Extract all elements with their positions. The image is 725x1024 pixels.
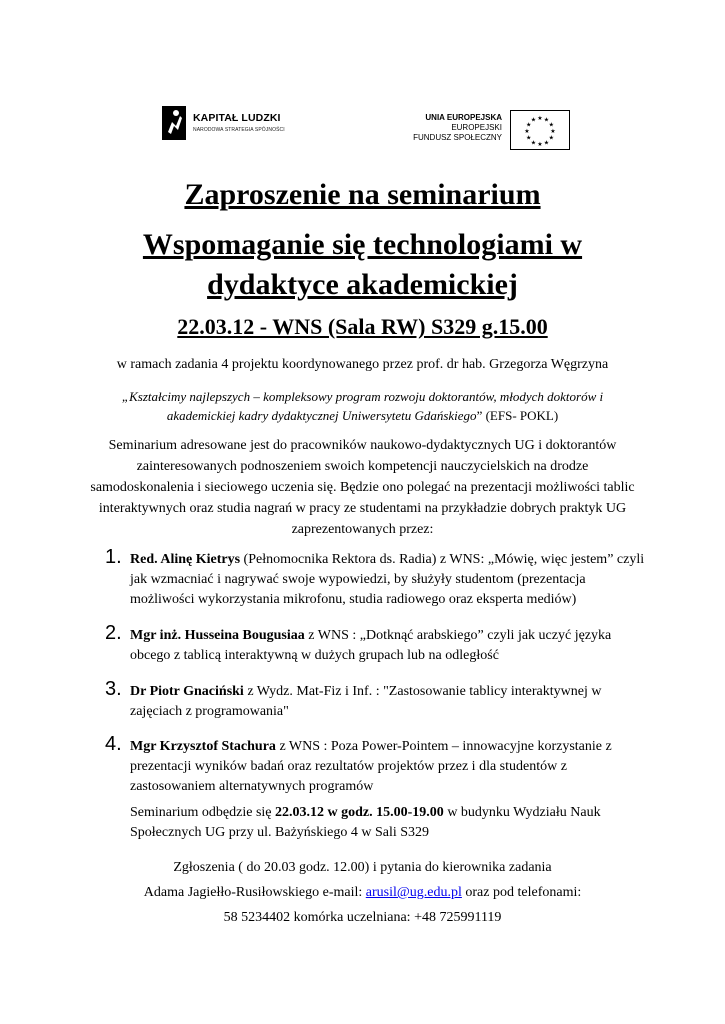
speaker-name: Dr Piotr Gnaciński <box>130 684 244 699</box>
speaker-number: 1. <box>105 546 122 568</box>
seminar-title-line2: dydaktyce akademickiej <box>207 268 518 301</box>
project-quote-name: „Kształcimy najlepszych – kompleksowy program rozwoju doktorantów, młodych doktorów i akademickiej kadry dydaktycznej Uniwersytetu Gdańskiego <box>121 389 604 423</box>
speaker-number: 3. <box>105 678 122 700</box>
eu-logo-line3: FUNDUSZ SPOŁECZNY <box>413 133 502 142</box>
contact-line2-pre: Adama Jagiełło-Rusiłowskiego e-mail: <box>143 885 366 900</box>
seminar-details <box>130 803 650 843</box>
project-intro: w ramach zadania 4 projektu koordynowanego przez prof. dr hab. Grzegorza Węgrzyna <box>116 357 609 372</box>
seminar-details-post: w budynku Wydziału Nauk Społecznych UG przy ul. Bażyńskiego 4 w Sali S329 <box>130 805 601 840</box>
speaker-number: 2. <box>105 622 122 644</box>
seminar-details-pre: Seminarium odbędzie się <box>130 805 276 820</box>
eu-logo-text <box>413 113 502 143</box>
project-quote-tail: ” (EFS- POKL) <box>476 408 559 423</box>
svg-text:★: ★ <box>543 116 550 124</box>
speaker-description: z Wydz. Mat-Fiz i Inf. : "Zastosowanie tablicy interaktywnej w zajęciach z programowania" <box>130 684 602 719</box>
seminar-details-time: 22.03.12 w godz. 15.00-19.00 <box>275 805 444 820</box>
svg-text:★: ★ <box>548 134 554 142</box>
speaker-name: Red. Alinę Kietrys <box>130 552 241 567</box>
seminar-description: Seminarium adresowane jest do pracowników naukowo-dydaktycznych UG i doktorantów zainteresowanych podnoszeniem swoich kompetencji nauczycielskich na drodze samodoskonalenia i sieciowego uczenia się. Będzie ono polegać na prezentacji możliwości tablic interaktywnych oraz studia nagrań w pracy ze studentami na przykładzie dobrych praktyk UG zaprezentowanych przez: <box>90 438 635 537</box>
svg-text:★: ★ <box>530 139 537 147</box>
speaker-text <box>130 737 645 797</box>
svg-text:★: ★ <box>524 128 530 135</box>
svg-text:★: ★ <box>543 139 550 147</box>
seminar-datetime: 22.03.12 - WNS (Sala RW) S329 g.15.00 <box>177 314 548 339</box>
eu-logo-line1: UNIA EUROPEJSKA <box>425 113 502 122</box>
speaker-number: 4. <box>105 733 122 755</box>
contact-line2-post: oraz pod telefonami: <box>461 885 582 900</box>
svg-text:★: ★ <box>548 121 554 129</box>
svg-text:★: ★ <box>550 128 556 135</box>
seminar-title <box>0 225 725 305</box>
speaker-description: (Pełnomocnika Rektora ds. Radia) z WNS: „Mówię, więc jestem” czyli jak wzmacniać i nagrywać swoje wypowiedzi, by służyły studentom (prezentacja możliwości wykorzystania mikrofonu, studia radiowego oraz eksperta mediów) <box>130 552 645 607</box>
kapital-ludzki-logo <box>160 104 300 146</box>
eu-flag-icon <box>510 110 570 150</box>
speaker-description: z WNS : Poza Power-Pointem – innowacyjne korzystanie z prezentacji wyników badań oraz rezultatów projektów przez i dla studentów z zastosowaniem alternatywnych programów <box>130 739 612 794</box>
contact-line2 <box>0 880 725 905</box>
speaker-text <box>130 550 645 610</box>
svg-text:★: ★ <box>530 116 537 124</box>
email-link[interactable]: arusil@ug.edu.pl <box>365 885 462 900</box>
kapital-ludzki-subtitle: NARODOWA STRATEGIA SPÓJNOŚCI <box>193 127 285 133</box>
speaker-text <box>130 682 645 722</box>
contact-line1: Zgłoszenia ( do 20.03 godz. 12.00) i pytania do kierownika zadania <box>173 860 552 875</box>
kapital-ludzki-title: KAPITAŁ LUDZKI <box>193 112 281 124</box>
svg-text:★: ★ <box>526 121 532 129</box>
svg-text:★: ★ <box>537 141 543 148</box>
svg-text:★: ★ <box>526 134 532 142</box>
eu-logo <box>413 110 572 152</box>
speaker-name: Mgr inż. Husseina Bougusiaa <box>130 628 305 643</box>
svg-text:★: ★ <box>537 115 543 122</box>
speaker-text <box>130 626 645 666</box>
contact-line3: 58 5234402 komórka uczelniana: +48 725991119 <box>223 910 502 925</box>
kapital-ludzki-emblem-icon <box>160 104 190 144</box>
invitation-heading: Zaproszenie na seminarium <box>184 178 541 211</box>
eu-logo-line2: EUROPEJSKI <box>451 123 502 132</box>
seminar-title-line1: Wspomaganie się technologiami w <box>142 228 583 261</box>
speaker-description: z WNS : „Dotknąć arabskiego” czyli jak uczyć języka obcego z tablicą interaktywną w dużych grupach lub na odległość <box>130 628 612 663</box>
speaker-name: Mgr Krzysztof Stachura <box>130 739 276 754</box>
contact-info <box>0 855 725 930</box>
project-quote <box>100 387 625 425</box>
